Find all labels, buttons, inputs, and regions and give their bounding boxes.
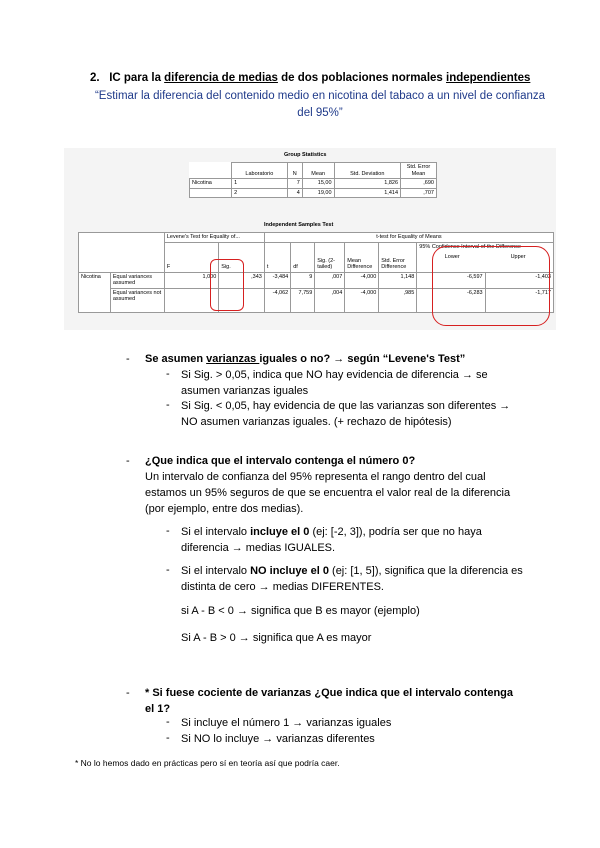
bullet: - bbox=[126, 687, 130, 699]
objective-quote: “Estimar la diferencia del contenido medio en nicotina del tabaco a un nivel de confianza del 95%” bbox=[94, 90, 546, 119]
group-stats-title: Group Statistics bbox=[284, 152, 327, 158]
indep-test-title: Independent Samples Test bbox=[264, 222, 334, 228]
group-stats-table: Laboratorio N Mean Std. Deviation Std. Error Mean Nicotina 1 7 15,00 1,826 ,690 2 4 19,00 1,414 ,707 bbox=[189, 162, 437, 198]
ratio-item-2: Si NO lo incluye → varianzas diferentes bbox=[181, 733, 375, 745]
bullet: - bbox=[126, 455, 130, 467]
interval-item-includes-zero: Si el intervalo incluye el 0 (ej: [-2, 3]), podría ser que no haya diferencia → medias IGUALES. bbox=[181, 526, 482, 554]
sig-highlight-box bbox=[210, 259, 244, 311]
spss-output bbox=[64, 148, 556, 330]
levene-item-1: Si Sig. > 0,05, indica que NO hay evidencia de diferencia → se asumen varianzas iguales bbox=[181, 369, 488, 397]
levene-item-2: Si Sig. < 0,05, hay evidencia de que las varianzas son diferentes → NO asumen varianzas iguales. (+ rechazo de hipótesis) bbox=[181, 400, 511, 428]
section-number: 2. bbox=[90, 72, 100, 84]
section-heading: 2. IC para la diferencia de medias de dos poblaciones normales independientes bbox=[90, 72, 531, 84]
ci-highlight-box bbox=[432, 246, 550, 326]
table-row: Nicotina 1 7 15,00 1,826 ,690 bbox=[190, 179, 437, 189]
example-positive: Si A - B > 0 → significa que A es mayor bbox=[181, 632, 372, 644]
bullet: - bbox=[126, 353, 130, 365]
variance-ratio-question: * Si fuese cociente de varianzas ¿Que indica que el intervalo contenga el 1? bbox=[145, 687, 514, 715]
example-negative: si A - B < 0 → significa que B es mayor (ejemplo) bbox=[181, 605, 420, 617]
interval-item-excludes-zero: Si el intervalo NO incluye el 0 (ej: [1, 5]), significa que la diferencia es distinta de cero → medias DIFERENTES. bbox=[181, 565, 523, 593]
indep-test-table: Levene's Test for Equality of... t-test for Equality of Means F Sig. t df Sig. (2-tailed) Mean Difference Std. Error Difference 95% Confidence Interval of the Difference Lower Upper Nicotina Equal variances assumed 1,000 ,343 -3,484 9 ,007 -4,000 1,148 -6,597 -1,403 Equal variances not assumed -4,062 7,759 ,004 -4,000 ,985 -6,283 -1,717 bbox=[78, 232, 554, 313]
footnote: * No lo hemos dado en prácticas pero sí en teoría así que podría caer. bbox=[75, 758, 340, 768]
levene-question: Se asumen varianzas iguales o no? → según “Levene's Test” bbox=[145, 353, 466, 365]
ratio-item-1: Si incluye el número 1 → varianzas iguales bbox=[181, 717, 392, 729]
interval-zero-question: ¿Que indica que el intervalo contenga el número 0? bbox=[145, 455, 416, 467]
table-row: Nicotina Equal variances assumed 1,000 ,343 -3,484 9 ,007 -4,000 1,148 -6,597 -1,403 bbox=[79, 272, 554, 288]
table-row: 2 4 19,00 1,414 ,707 bbox=[190, 188, 437, 198]
table-row: Equal variances not assumed -4,062 7,759 ,004 -4,000 ,985 -6,283 -1,717 bbox=[79, 288, 554, 312]
interval-explanation: Un intervalo de confianza del 95% representa el rango dentro del cual estamos un 95% seguros de que se encuentra el valor real de la diferencia (por ejemplo, entre dos medias). bbox=[145, 471, 511, 515]
